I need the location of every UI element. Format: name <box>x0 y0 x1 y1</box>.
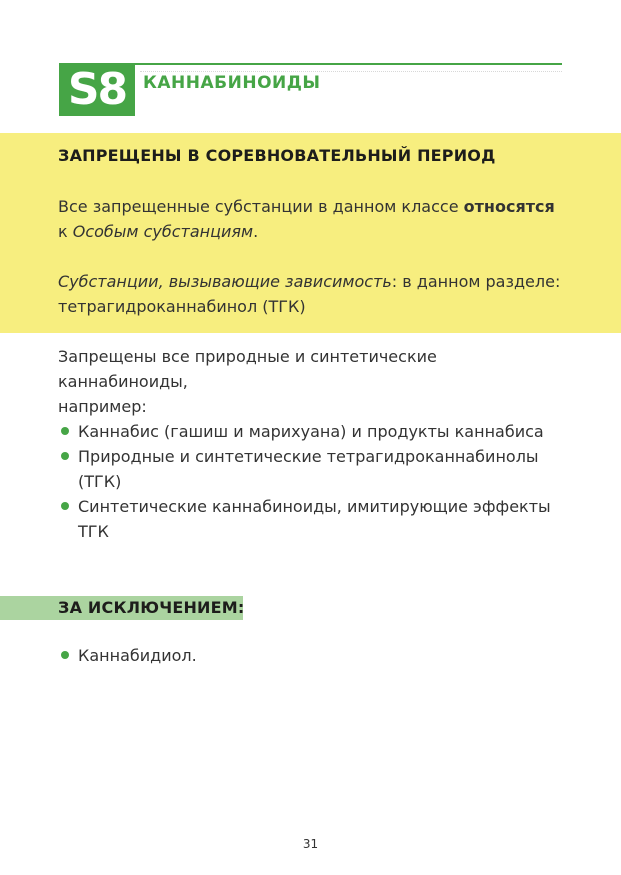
paragraph-line: тетрагидроканнабинол (ТГК) <box>58 297 306 316</box>
bullet-icon <box>61 502 69 510</box>
banner-paragraph-1 <box>58 194 568 244</box>
paragraph-line: например: <box>58 397 147 416</box>
text-segment: к <box>58 222 73 241</box>
exceptions-list <box>58 643 568 668</box>
text-segment-italic: Субстанции, вызывающие зависимость <box>58 272 392 291</box>
list-item-text: Каннабис (гашиш и марихуана) и продукты каннабиса <box>78 422 544 441</box>
list-item-text: Каннабидиол. <box>78 646 197 665</box>
section-code: S8 <box>67 63 127 115</box>
section-code-badge <box>59 63 135 116</box>
list-item-text: ТГК <box>78 522 109 541</box>
header-dotted-rule <box>140 71 562 72</box>
exceptions-label: ЗА ИСКЛЮЧЕНИЕМ: <box>58 598 245 617</box>
list-item <box>58 643 568 668</box>
bullet-icon <box>61 651 69 659</box>
list-item-text: Природные и синтетические тетрагидроканнабинолы <box>78 447 539 466</box>
paragraph-line <box>58 219 568 244</box>
prohibited-substances-list <box>58 419 568 544</box>
text-segment: Все запрещенные субстанции в данном классе <box>58 197 464 216</box>
banner-heading: ЗАПРЕЩЕНЫ В СОРЕВНОВАТЕЛЬНЫЙ ПЕРИОД <box>58 146 496 165</box>
text-segment-italic: Особым субстанциям <box>72 222 254 241</box>
intro-paragraph <box>58 344 568 419</box>
list-item-text: (ТГК) <box>78 472 122 491</box>
list-item <box>58 444 568 494</box>
page-number: 31 <box>302 837 319 851</box>
paragraph-line <box>58 269 568 294</box>
list-item <box>58 419 568 444</box>
bullet-icon <box>61 427 69 435</box>
text-segment: . <box>253 222 259 241</box>
text-segment-bold: относятся <box>463 197 555 216</box>
list-item <box>58 494 568 544</box>
banner-paragraph-2 <box>58 269 568 319</box>
paragraph-line: Запрещены все природные и синтетические каннабиноиды, <box>58 347 437 391</box>
list-item-text: Синтетические каннабиноиды, имитирующие эффекты <box>78 497 551 516</box>
bullet-icon <box>61 452 69 460</box>
text-segment: : в данном разделе: <box>391 272 561 291</box>
header-rule <box>135 63 562 65</box>
section-title: КАННАБИНОИДЫ <box>143 73 321 93</box>
paragraph-line <box>58 194 568 219</box>
